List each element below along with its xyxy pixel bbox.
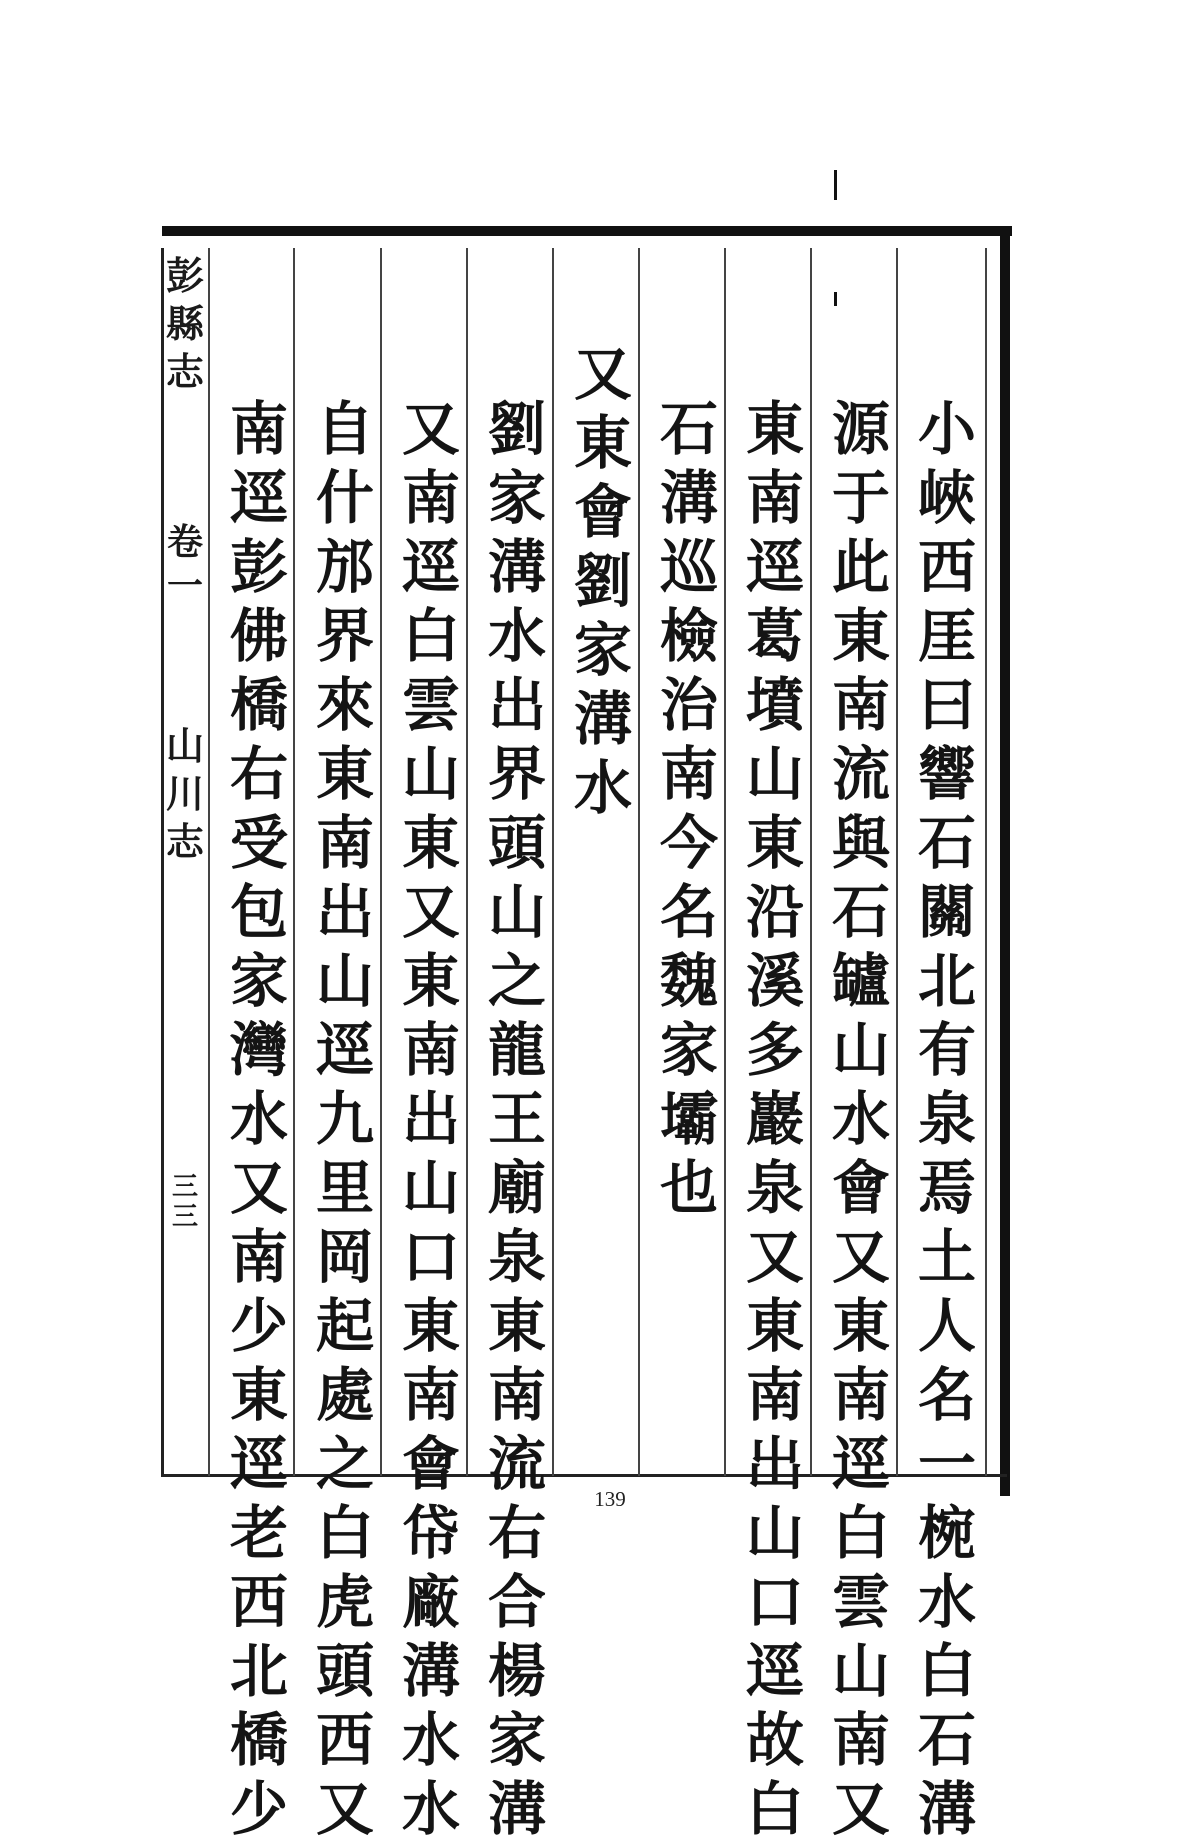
text-column: 小峽西厓曰響石關北有泉焉土人名一椀水白石溝 bbox=[917, 395, 976, 1843]
column-rule bbox=[208, 248, 210, 1476]
text-column: 東南逕葛墳山東沿溪多巖泉又東南出山口逕故白 bbox=[745, 395, 804, 1843]
column-rule bbox=[552, 248, 554, 1476]
text-column: 自什邡界來東南出山逕九里岡起處之白虎頭西又 bbox=[315, 395, 374, 1843]
binding-mark bbox=[834, 170, 837, 200]
book-title: 彭縣志 bbox=[165, 253, 204, 394]
column-rule bbox=[466, 248, 468, 1476]
text-column: 南逕彭佛橋右受包家灣水又南少東逕老西北橋少 bbox=[229, 395, 288, 1843]
page-number: 139 bbox=[594, 1487, 626, 1511]
column-rule bbox=[380, 248, 382, 1476]
frame-top-border bbox=[162, 226, 1012, 236]
text-column: 石溝巡檢治南今名魏家壩也 bbox=[659, 395, 718, 1222]
column-rule bbox=[896, 248, 898, 1476]
text-column: 又南逕白雲山東又東南出山口東南會帒廠溝水水 bbox=[401, 395, 460, 1843]
text-column: 源于此東南流與石罏山水會又東南逕白雲山南又 bbox=[831, 395, 890, 1843]
frame-right-border bbox=[1000, 226, 1010, 1496]
volume-label: 卷一 bbox=[166, 521, 203, 607]
text-column: 劉家溝水出界頭山之龍王廟泉東南流右合楊家溝 bbox=[487, 395, 546, 1843]
column-rule bbox=[724, 248, 726, 1476]
column-rule bbox=[985, 248, 987, 1476]
binding-mark bbox=[834, 292, 837, 306]
leaf-number: 三三 bbox=[171, 1172, 198, 1232]
column-rule bbox=[810, 248, 812, 1476]
text-column: 又東會劉家溝水 bbox=[573, 340, 632, 822]
section-label: 山川志 bbox=[165, 723, 204, 864]
column-rule bbox=[638, 248, 640, 1476]
